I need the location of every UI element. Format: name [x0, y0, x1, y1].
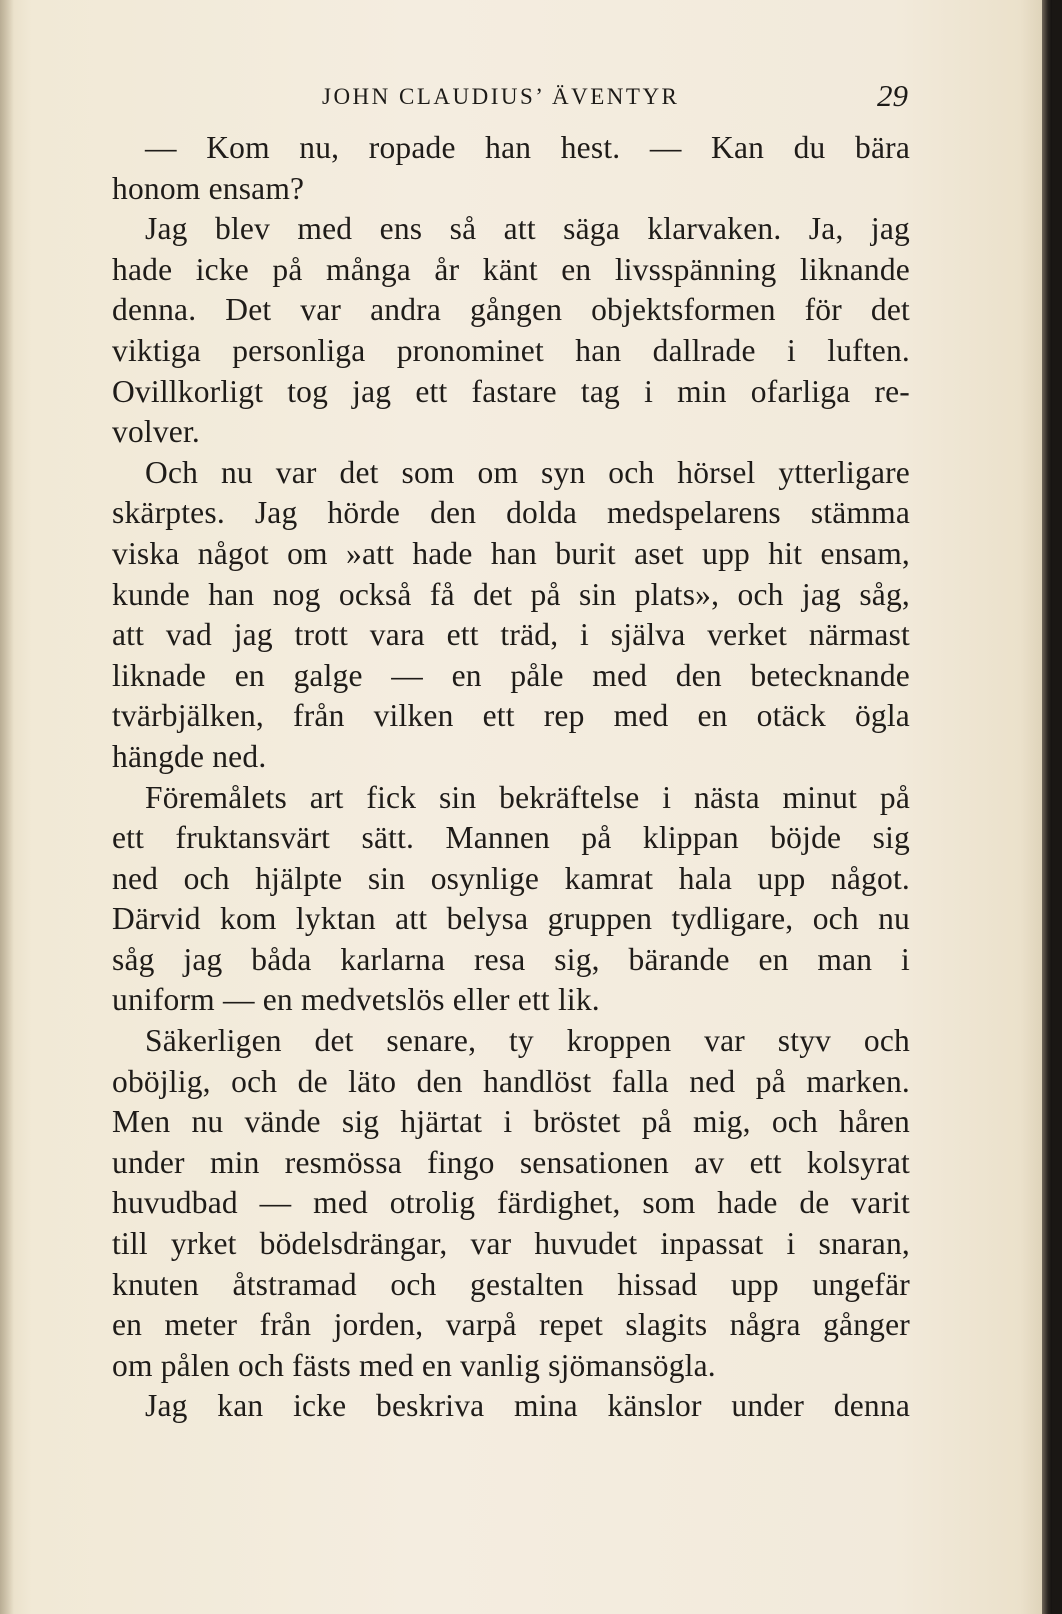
running-head [112, 78, 912, 118]
text-line: till yrket bödelsdrängar, var huvudet inpassat i snaran, [112, 1226, 910, 1262]
body-text [112, 128, 910, 1427]
text-line: Därvid kom lyktan att belysa gruppen tydligare, och nu [112, 901, 910, 937]
text-line: kunde han nog också få det på sin plats», och jag såg, [112, 576, 910, 612]
text-line: denna. Det var andra gången objektsformen för det [112, 292, 910, 328]
text-line: Jag kan icke beskriva mina känslor under denna [145, 1388, 910, 1424]
running-title: JOHN CLAUDIUS’ ÄVENTYR [322, 84, 680, 109]
text-line: hängde ned. [112, 738, 267, 774]
text-line: skärptes. Jag hörde den dolda medspelarens stämma [112, 495, 910, 531]
text-line: liknade en galge — en påle med den betecknande [112, 657, 910, 693]
text-line: honom ensam? [112, 170, 305, 206]
text-line: viktiga personliga pronominet han dallrade i luften. [112, 332, 910, 368]
text-line: om pålen och fästs med en vanlig sjömansögla. [112, 1347, 716, 1383]
text-line: huvudbad — med otrolig färdighet, som hade de varit [112, 1185, 910, 1221]
text-line: Ovillkorligt tog jag ett fastare tag i min ofarliga re- [112, 373, 910, 409]
text-line: Och nu var det som om syn och hörsel ytterligare [145, 454, 910, 490]
text-line: Föremålets art fick sin bekräftelse i nästa minut på [145, 779, 910, 815]
text-line: ned och hjälpte sin osynlige kamrat hala upp något. [112, 860, 910, 896]
page-edge [1042, 0, 1052, 1614]
text-line: såg jag båda karlarna resa sig, bärande en man i [112, 941, 910, 977]
page-number: 29 [877, 78, 908, 113]
text-line: Säkerligen det senare, ty kroppen var styv och [145, 1023, 910, 1059]
text-line: en meter från jorden, varpå repet slagits några gånger [112, 1307, 910, 1343]
text-line: tvärbjälken, från vilken ett rep med en otäck ögla [112, 698, 910, 734]
text-line: att vad jag trott vara ett träd, i själva verket närmast [112, 617, 910, 653]
text-line: volver. [112, 414, 201, 450]
text-line: ett fruktansvärt sätt. Mannen på klippan böjde sig [112, 820, 910, 856]
text-line: viska något om »att hade han burit aset upp hit ensam, [112, 535, 910, 571]
text-line: Jag blev med ens så att säga klarvaken. Ja, jag [145, 211, 910, 247]
text-line: uniform — en medvetslös eller ett lik. [112, 982, 600, 1018]
text-line: hade icke på många år känt en livsspänning liknande [112, 251, 910, 287]
text-line: knuten åtstramad och gestalten hissad upp ungefär [112, 1266, 910, 1302]
text-line: oböjlig, och de läto den handlöst falla ned på marken. [112, 1063, 910, 1099]
text-line: — Kom nu, ropade han hest. — Kan du bära [145, 130, 910, 165]
text-line: Men nu vände sig hjärtat i bröstet på mig, och håren [112, 1104, 910, 1140]
text-line: under min resmössa fingo sensationen av ett kolsyrat [112, 1144, 910, 1180]
page-gutter-shadow [0, 0, 14, 1614]
